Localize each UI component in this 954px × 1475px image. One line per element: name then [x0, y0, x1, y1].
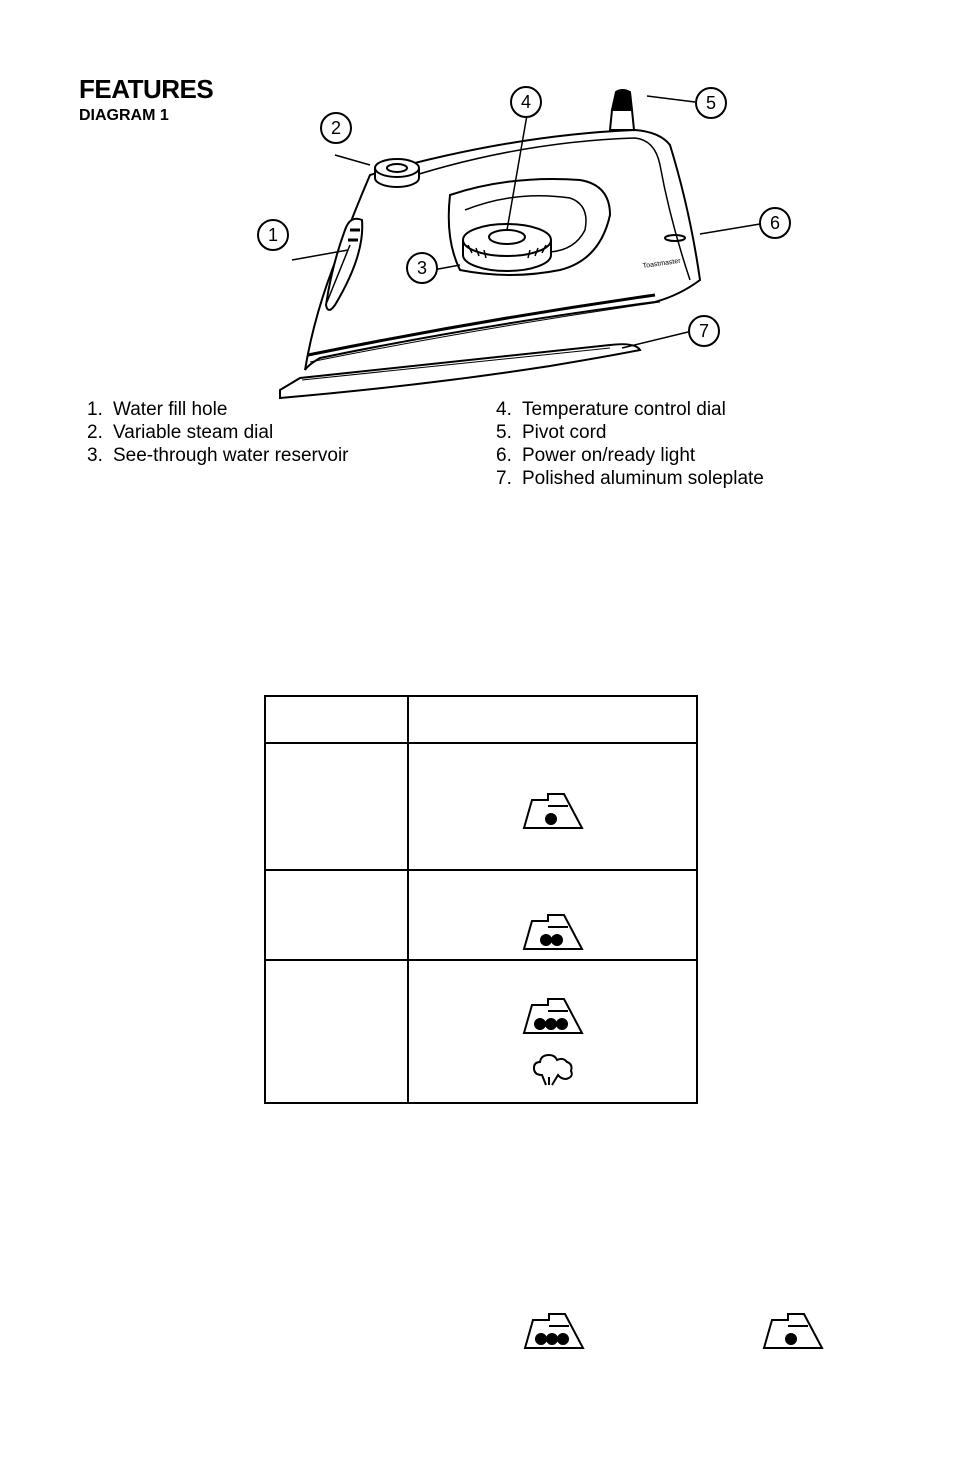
callout-4: [511, 87, 541, 117]
table-row: [265, 743, 697, 870]
setting-cell: [408, 743, 697, 870]
header-cell-setting: [408, 696, 697, 743]
steam-cloud-icon: [530, 1051, 576, 1089]
header-cell-fabric: [265, 696, 408, 743]
diagram-subheading: DIAGRAM 1: [79, 107, 169, 124]
iron-one-dot-icon: [520, 790, 586, 832]
table-header-row: [265, 696, 697, 743]
svg-text:2: 2: [330, 118, 342, 138]
part-item: 4. Temperature control dial: [496, 399, 726, 420]
part-item: 3. See-through water reservoir: [87, 445, 349, 466]
iron-one-dot-icon: [760, 1310, 826, 1352]
svg-text:5: 5: [705, 93, 717, 113]
part-item: 7. Polished aluminum soleplate: [496, 468, 764, 489]
part-item: 6. Power on/ready light: [496, 445, 696, 466]
callout-2: [321, 113, 351, 143]
callout-6: [760, 208, 790, 238]
svg-text:4: 4: [520, 92, 532, 112]
svg-text:3: 3: [416, 258, 428, 278]
svg-text:6: 6: [769, 213, 781, 233]
brand-mark: Toastmaster: [642, 257, 682, 270]
callout-1: [258, 220, 288, 250]
features-heading: FEATURES: [79, 74, 214, 104]
iron-two-dots-icon: [520, 911, 586, 953]
setting-cell: [408, 870, 697, 960]
table-row: [265, 870, 697, 960]
settings-table: [264, 695, 698, 1104]
iron-diagram: [250, 80, 810, 405]
svg-text:7: 7: [698, 321, 710, 341]
table-row: [265, 960, 697, 1103]
callout-3: [407, 253, 437, 283]
iron-three-dots-icon: [521, 1310, 587, 1352]
steam-dial-shape: [375, 159, 419, 187]
setting-cell: [408, 960, 697, 1103]
part-item: 5. Pivot cord: [496, 422, 607, 443]
part-item: 1. Water fill hole: [87, 399, 228, 420]
temperature-dial-shape: [463, 224, 551, 271]
part-item: 2. Variable steam dial: [87, 422, 274, 443]
fabric-cell: [265, 870, 408, 960]
callout-5: [696, 88, 726, 118]
fabric-cell: [265, 960, 408, 1103]
svg-text:1: 1: [267, 225, 279, 245]
iron-three-dots-icon: [520, 995, 586, 1037]
callout-7: [689, 316, 719, 346]
parts-list-left: [87, 398, 349, 467]
fabric-cell: [265, 743, 408, 870]
pivot-cord-shape: [610, 90, 634, 130]
parts-list-right: [496, 398, 764, 490]
